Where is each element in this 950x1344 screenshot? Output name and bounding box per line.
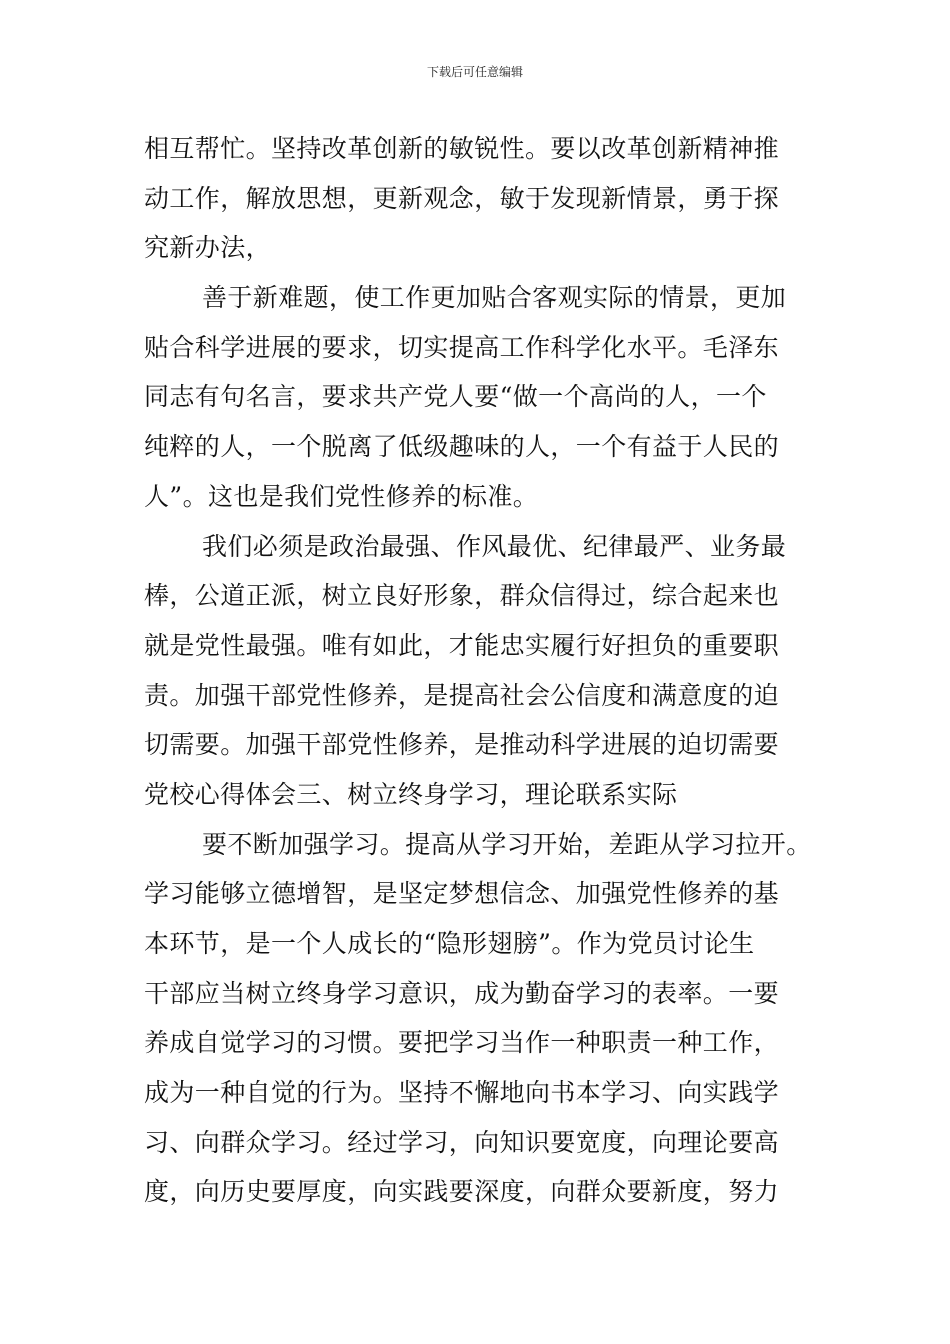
text-line: 动工作，解放思想，更新观念，敏于发现新情景，勇于探 bbox=[144, 183, 780, 213]
text-line: 切需要。加强干部党性修养，是推动科学进展的迫切需要 bbox=[144, 730, 780, 760]
text-line: 成为一种自觉的行为。坚持不懈地向书本学习、向实践学 bbox=[144, 1078, 780, 1108]
page-header: 下载后可任意编辑 bbox=[426, 65, 523, 79]
body-text bbox=[144, 124, 824, 1217]
text-line: 度，向历史要厚度，向实践要深度，向群众要新度，努力 bbox=[144, 1177, 780, 1207]
text-line: 究新办法， bbox=[144, 233, 272, 263]
text-line: 相互帮忙。坚持改革创新的敏锐性。要以改革创新精神推 bbox=[144, 134, 780, 163]
text-line: 同志有句名言，要求共产党人要“做一个高尚的人，一个 bbox=[144, 382, 767, 412]
text-line: 纯粹的人，一个脱离了低级趣味的人，一个有益于人民的 bbox=[144, 432, 780, 462]
text-line: 学习能够立德增智，是坚定梦想信念、加强党性修养的基 bbox=[144, 879, 780, 909]
text-line: 就是党性最强。唯有如此，才能忠实履行好担负的重要职 bbox=[144, 630, 780, 660]
paragraph-first-line: 我们必须是政治最强、作风最优、纪律最严、业务最 bbox=[202, 531, 787, 561]
paragraph-first-line: 要不断加强学习。提高从学习开始，差距从学习拉开。 bbox=[202, 829, 812, 859]
text-line: 习、向群众学习。经过学习，向知识要宽度，向理论要高 bbox=[144, 1127, 780, 1157]
text-line: 本环节，是一个人成长的“隐形翅膀”。作为党员讨论生 bbox=[144, 929, 755, 958]
text-line: 棒，公道正派，树立良好形象，群众信得过，综合起来也 bbox=[144, 581, 780, 611]
text-line: 责。加强干部党性修养，是提高社会公信度和满意度的迫 bbox=[144, 680, 780, 710]
text-line: 养成自觉学习的习惯。要把学习当作一种职责一种工作， bbox=[144, 1028, 780, 1058]
text-line: 人”。这也是我们党性修养的标准。 bbox=[144, 481, 539, 511]
text-line: 党校心得体会三、树立终身学习，理论联系实际 bbox=[144, 779, 678, 809]
paragraph-first-line: 善于新难题，使工作更加贴合客观实际的情景，更加 bbox=[202, 283, 787, 313]
text-line: 贴合科学进展的要求，切实提高工作科学化水平。毛泽东 bbox=[144, 332, 780, 362]
text-line: 干部应当树立终身学习意识，成为勤奋学习的表率。一要 bbox=[144, 978, 780, 1008]
